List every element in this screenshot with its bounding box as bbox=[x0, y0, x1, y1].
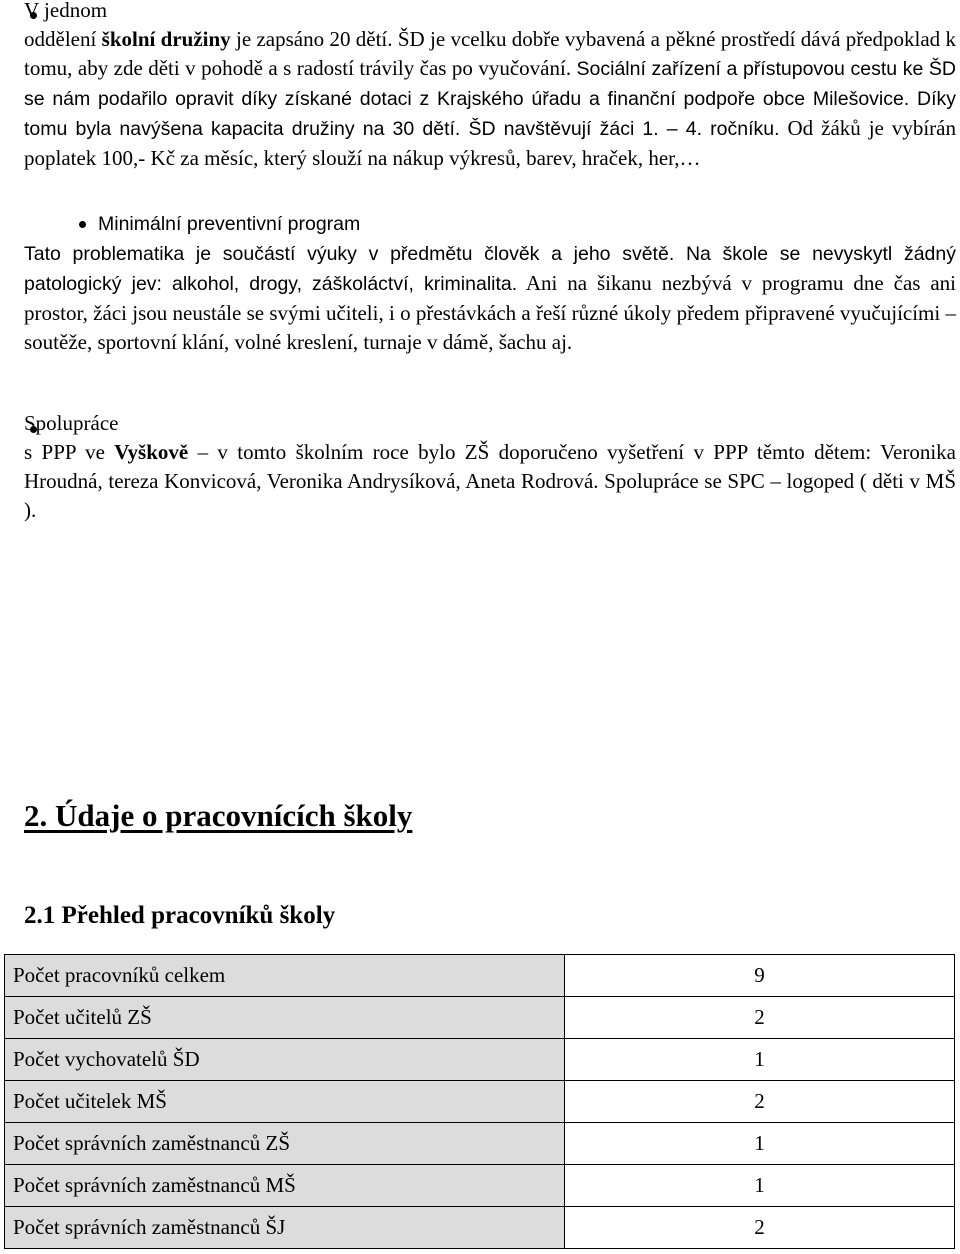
table-row bbox=[5, 997, 955, 1039]
spoluprace-text-2: – v tomto školním roce bylo ZŠ doporučeno vyšetření v PPP těmto dětem: Veronika Hroudná, tereza Konvicová, Veronika Andrysíková, Aneta Rodrová. Spolupráce se SPC – logoped ( děti v MŠ ). bbox=[24, 440, 956, 522]
paragraph-spoluprace bbox=[24, 409, 956, 525]
row-value: 2 bbox=[565, 997, 955, 1039]
paragraph-prevence bbox=[24, 239, 956, 357]
row-label: Počet správních zaměstnanců MŠ bbox=[5, 1165, 565, 1207]
table-row bbox=[5, 1207, 955, 1249]
spoluprace-text-bold: Vyškově bbox=[114, 440, 189, 464]
druzina-text-0: oddělení bbox=[24, 27, 102, 51]
section-heading-staff: 2. Údaje o pracovnících školy bbox=[24, 798, 413, 833]
row-label: Počet učitelek MŠ bbox=[5, 1081, 565, 1123]
table-row bbox=[5, 955, 955, 997]
row-value: 1 bbox=[565, 1039, 955, 1081]
druzina-text-sans: Sociální zařízení a přístupovou cestu ke ŠD se nám podařilo opravit díky získané dotaci z Krajského úřadu a finanční podpoře obce Milešovice. Díky tomu byla navýšena kapacita družiny na 30 dětí. ŠD navštěvují žáci 1. – 4. ročníku. bbox=[24, 58, 956, 140]
row-label: Počet správních zaměstnanců ŠJ bbox=[5, 1207, 565, 1249]
druzina-text-2: je zapsáno 20 dětí. ŠD je vcelku dobře vybavená a pěkné prostředí dává předpoklad k tomu, aby zde děti v pohodě a s radostí trávily čas po vyučování. bbox=[24, 27, 957, 80]
row-value: 9 bbox=[565, 955, 955, 997]
row-value: 1 bbox=[565, 1165, 955, 1207]
row-label: Počet učitelů ZŠ bbox=[5, 997, 565, 1039]
prevence-text-2: Ani na šikanu nezbývá v programu dne čas ani prostor, žáci jsou neustále se svými učiteli, i o přestávkách a řeší různé úkoly předem připravené vyučujícími – soutěže, sportovní klání, volné kreslení, turnaje v dámě, šachu aj. bbox=[24, 271, 956, 354]
subsection-heading-staff-overview: 2.1 Přehled pracovníků školy bbox=[24, 902, 336, 929]
spoluprace-text-0: s PPP ve bbox=[24, 440, 115, 464]
row-label: Počet správních zaměstnanců ZŠ bbox=[5, 1123, 565, 1165]
table-row bbox=[5, 1123, 955, 1165]
paragraph-druzina bbox=[24, 0, 956, 173]
row-label: Počet vychovatelů ŠD bbox=[5, 1039, 565, 1081]
row-value: 1 bbox=[565, 1123, 955, 1165]
row-value: 2 bbox=[565, 1207, 955, 1249]
table-row bbox=[5, 1081, 955, 1123]
druzina-first-line: V jednom bbox=[24, 0, 108, 22]
prevence-heading: Minimální preventivní program bbox=[98, 213, 361, 235]
table-row bbox=[5, 1039, 955, 1081]
druzina-text-4: Od žáků je vybírán poplatek 100,- Kč za měsíc, který slouží na nákup výkresů, barev, hraček, her,… bbox=[24, 116, 956, 170]
staff-table bbox=[4, 954, 955, 1249]
prevence-text-0: Tato problematika je součástí výuky v předmětu člověk a jeho světě. bbox=[24, 243, 686, 265]
prevence-text-1: Na škole se nevyskytl žádný patologický jev: alkohol, drogy, záškoláctví, kriminalita. bbox=[24, 243, 956, 295]
row-value: 2 bbox=[565, 1081, 955, 1123]
table-row bbox=[5, 1165, 955, 1207]
spoluprace-first-line: Spolupráce bbox=[24, 411, 119, 435]
bullet-prevence bbox=[79, 221, 86, 228]
row-label: Počet pracovníků celkem bbox=[5, 955, 565, 997]
druzina-text-bold: školní družiny bbox=[101, 27, 231, 51]
